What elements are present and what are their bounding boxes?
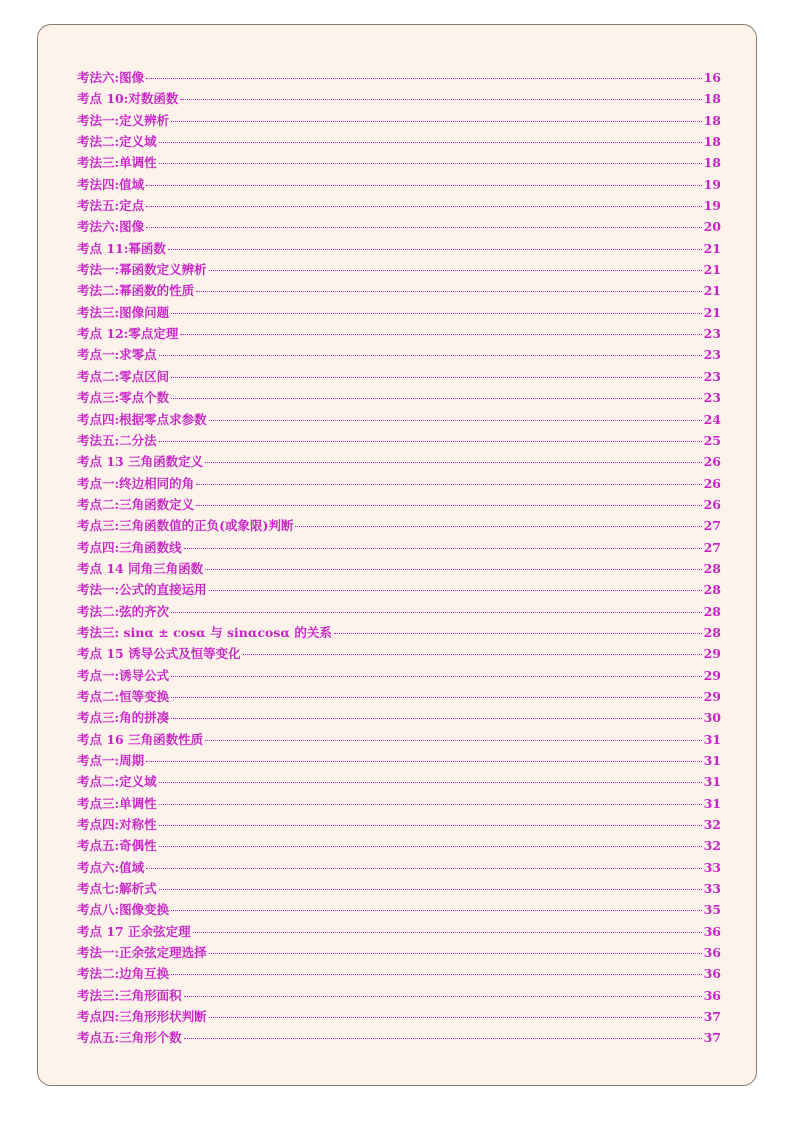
toc-entry[interactable] bbox=[77, 89, 721, 110]
toc-entry-title: 考点二:三角函数定义 bbox=[77, 496, 195, 512]
toc-entry-page-number: 32 bbox=[703, 838, 721, 854]
toc-dot-leader bbox=[159, 355, 702, 356]
toc-dot-leader bbox=[196, 505, 701, 506]
toc-dot-leader bbox=[171, 718, 701, 719]
toc-entry-page-number: 24 bbox=[703, 411, 721, 427]
toc-dot-leader bbox=[171, 697, 701, 698]
toc-entry[interactable] bbox=[77, 474, 721, 495]
toc-dot-leader bbox=[196, 291, 701, 292]
toc-entry-page-number: 18 bbox=[703, 155, 721, 171]
toc-entry-page-number: 33 bbox=[703, 859, 721, 875]
toc-dot-leader bbox=[146, 227, 701, 228]
toc-entry-title: 考点八:图像变换 bbox=[77, 902, 170, 918]
toc-entry-page-number: 37 bbox=[703, 1030, 721, 1046]
toc-entry[interactable] bbox=[77, 260, 721, 281]
toc-dot-leader bbox=[159, 846, 702, 847]
toc-dot-leader bbox=[146, 78, 701, 79]
toc-dot-leader bbox=[209, 953, 702, 954]
toc-dot-leader bbox=[171, 612, 701, 613]
toc-entry-page-number: 28 bbox=[703, 582, 721, 598]
toc-dot-leader bbox=[146, 868, 701, 869]
toc-dot-leader bbox=[171, 676, 701, 677]
toc-entry-page-number: 18 bbox=[703, 134, 721, 150]
toc-dot-leader bbox=[184, 996, 702, 997]
toc-entry[interactable] bbox=[77, 602, 721, 623]
toc-entry-title: 考点三:三角函数值的正负(或象限)判断 bbox=[77, 518, 294, 534]
toc-entry-page-number: 28 bbox=[703, 560, 721, 576]
toc-entry-page-number: 26 bbox=[703, 454, 721, 470]
toc-entry-page-number: 32 bbox=[703, 817, 721, 833]
table-of-contents bbox=[77, 68, 721, 1050]
toc-entry-title: 考法三: sinα ± cosα 与 sinαcosα 的关系 bbox=[77, 624, 332, 640]
toc-entry-page-number: 37 bbox=[703, 1009, 721, 1025]
toc-entry-page-number: 16 bbox=[703, 70, 721, 85]
toc-entry[interactable] bbox=[77, 964, 721, 985]
toc-entry-page-number: 33 bbox=[703, 881, 721, 897]
toc-entry[interactable] bbox=[77, 751, 721, 772]
toc-dot-leader bbox=[168, 249, 702, 250]
toc-entry-page-number: 18 bbox=[703, 91, 721, 107]
toc-entry-page-number: 28 bbox=[703, 624, 721, 640]
toc-dot-leader bbox=[171, 974, 701, 975]
toc-entry-page-number: 26 bbox=[703, 496, 721, 512]
toc-entry-title: 考点五:奇偶性 bbox=[77, 838, 157, 854]
toc-entry-page-number: 27 bbox=[703, 539, 721, 555]
toc-entry[interactable] bbox=[77, 324, 721, 345]
toc-entry[interactable] bbox=[77, 239, 721, 260]
toc-entry[interactable] bbox=[77, 794, 721, 815]
toc-entry-page-number: 23 bbox=[703, 326, 721, 342]
toc-entry-title: 考点六:值域 bbox=[77, 859, 145, 875]
toc-entry-page-number: 31 bbox=[703, 731, 721, 747]
toc-entry[interactable] bbox=[77, 986, 721, 1007]
toc-entry-page-number: 21 bbox=[703, 240, 721, 256]
toc-entry-title: 考点二:零点区间 bbox=[77, 368, 170, 384]
toc-entry[interactable] bbox=[77, 900, 721, 921]
toc-entry[interactable] bbox=[77, 281, 721, 302]
toc-dot-leader bbox=[295, 526, 701, 527]
toc-entry[interactable] bbox=[77, 708, 721, 729]
toc-entry[interactable] bbox=[77, 879, 721, 900]
toc-entry[interactable] bbox=[77, 410, 721, 431]
toc-dot-leader bbox=[209, 1017, 702, 1018]
toc-entry-page-number: 29 bbox=[703, 667, 721, 683]
toc-entry-title: 考法二:边角互换 bbox=[77, 966, 170, 982]
toc-entry-title: 考点二:定义域 bbox=[77, 774, 157, 790]
toc-entry[interactable] bbox=[77, 623, 721, 644]
toc-entry-title: 考法三:三角形面积 bbox=[77, 987, 182, 1003]
toc-entry[interactable] bbox=[77, 1028, 721, 1049]
toc-entry[interactable] bbox=[77, 559, 721, 580]
toc-entry[interactable] bbox=[77, 836, 721, 857]
toc-entry-page-number: 36 bbox=[703, 966, 721, 982]
toc-entry[interactable] bbox=[77, 217, 721, 238]
toc-entry-title: 考法一:幂函数定义辨析 bbox=[77, 262, 207, 278]
toc-entry-page-number: 23 bbox=[703, 390, 721, 406]
toc-dot-leader bbox=[184, 1038, 702, 1039]
toc-entry[interactable] bbox=[77, 666, 721, 687]
toc-dot-leader bbox=[159, 889, 702, 890]
toc-entry[interactable] bbox=[77, 687, 721, 708]
toc-entry-title: 考点四:三角形形状判断 bbox=[77, 1009, 207, 1025]
toc-entry-title: 考点五:三角形个数 bbox=[77, 1030, 182, 1046]
toc-entry-title: 考点 14 同角三角函数 bbox=[77, 560, 204, 576]
toc-entry-title: 考法一:公式的直接运用 bbox=[77, 582, 207, 598]
toc-entry-title: 考点 11:幂函数 bbox=[77, 240, 166, 256]
toc-dot-leader bbox=[159, 163, 702, 164]
toc-entry-title: 考法二:弦的齐次 bbox=[77, 603, 170, 619]
toc-entry-page-number: 18 bbox=[703, 112, 721, 128]
toc-entry[interactable] bbox=[77, 303, 721, 324]
toc-entry[interactable] bbox=[77, 111, 721, 132]
toc-entry-page-number: 21 bbox=[703, 283, 721, 299]
toc-entry-page-number: 31 bbox=[703, 753, 721, 768]
toc-dot-leader bbox=[180, 334, 701, 335]
toc-entry[interactable] bbox=[77, 196, 721, 217]
toc-entry-title: 考法二:定义域 bbox=[77, 134, 157, 150]
toc-entry-page-number: 29 bbox=[703, 646, 721, 662]
toc-dot-leader bbox=[209, 590, 702, 591]
toc-entry[interactable] bbox=[77, 388, 721, 409]
toc-entry-title: 考法五:定点 bbox=[77, 198, 145, 214]
toc-entry-title: 考点四:三角函数线 bbox=[77, 539, 182, 555]
toc-entry-title: 考点三:单调性 bbox=[77, 795, 157, 811]
toc-dot-leader bbox=[159, 782, 702, 783]
toc-entry[interactable] bbox=[77, 1007, 721, 1028]
toc-entry-page-number: 31 bbox=[703, 774, 721, 790]
toc-entry-title: 考点 15 诱导公式及恒等变化 bbox=[77, 646, 241, 662]
toc-entry[interactable] bbox=[77, 367, 721, 388]
toc-entry-title: 考点 10:对数函数 bbox=[77, 91, 179, 107]
toc-dot-leader bbox=[171, 910, 701, 911]
toc-entry-page-number: 23 bbox=[703, 347, 721, 363]
toc-entry-page-number: 36 bbox=[703, 945, 721, 961]
toc-entry-page-number: 19 bbox=[703, 176, 721, 192]
toc-entry[interactable] bbox=[77, 452, 721, 473]
toc-dot-leader bbox=[159, 804, 702, 805]
toc-entry[interactable] bbox=[77, 922, 721, 943]
toc-entry-title: 考点四:根据零点求参数 bbox=[77, 411, 207, 427]
toc-entry-title: 考点 13 三角函数定义 bbox=[77, 454, 204, 470]
toc-entry-title: 考点一:终边相同的角 bbox=[77, 475, 195, 491]
toc-entry-title: 考点一:诱导公式 bbox=[77, 667, 170, 683]
toc-entry-title: 考法二:幂函数的性质 bbox=[77, 283, 195, 299]
toc-entry-title: 考点 17 正余弦定理 bbox=[77, 923, 191, 939]
toc-entry-title: 考点一:求零点 bbox=[77, 347, 157, 363]
toc-entry[interactable] bbox=[77, 943, 721, 964]
toc-dot-leader bbox=[209, 270, 702, 271]
toc-entry[interactable] bbox=[77, 730, 721, 751]
toc-entry-title: 考点 16 三角函数性质 bbox=[77, 731, 204, 747]
toc-entry[interactable] bbox=[77, 815, 721, 836]
toc-dot-leader bbox=[243, 654, 702, 655]
toc-entry-title: 考法六:图像 bbox=[77, 70, 145, 85]
toc-card bbox=[37, 24, 757, 1086]
toc-entry-page-number: 20 bbox=[703, 219, 721, 235]
toc-dot-leader bbox=[180, 99, 701, 100]
toc-entry[interactable] bbox=[77, 68, 721, 89]
toc-entry-page-number: 26 bbox=[703, 475, 721, 491]
toc-entry-page-number: 31 bbox=[703, 795, 721, 811]
toc-entry-page-number: 21 bbox=[703, 304, 721, 320]
toc-entry-title: 考法一:正余弦定理选择 bbox=[77, 945, 207, 961]
toc-entry-title: 考点一:周期 bbox=[77, 753, 145, 768]
toc-dot-leader bbox=[159, 825, 702, 826]
toc-entry-title: 考法三:图像问题 bbox=[77, 304, 170, 320]
toc-dot-leader bbox=[171, 121, 701, 122]
toc-entry-page-number: 29 bbox=[703, 688, 721, 704]
toc-entry[interactable] bbox=[77, 516, 721, 537]
toc-entry[interactable] bbox=[77, 175, 721, 196]
toc-entry[interactable] bbox=[77, 431, 721, 452]
toc-entry-title: 考点四:对称性 bbox=[77, 817, 157, 833]
toc-entry-page-number: 23 bbox=[703, 368, 721, 384]
toc-entry-title: 考点 12:零点定理 bbox=[77, 326, 179, 342]
toc-dot-leader bbox=[146, 761, 701, 762]
toc-dot-leader bbox=[184, 548, 702, 549]
toc-entry-title: 考法五:二分法 bbox=[77, 432, 157, 448]
toc-dot-leader bbox=[334, 633, 702, 634]
toc-entry-page-number: 28 bbox=[703, 603, 721, 619]
toc-entry[interactable] bbox=[77, 132, 721, 153]
toc-entry[interactable] bbox=[77, 644, 721, 665]
toc-entry-page-number: 19 bbox=[703, 198, 721, 214]
toc-entry-title: 考点三:角的拼凑 bbox=[77, 710, 170, 726]
toc-dot-leader bbox=[205, 740, 701, 741]
toc-entry-title: 考点三:零点个数 bbox=[77, 390, 170, 406]
toc-entry-title: 考法一:定义辨析 bbox=[77, 112, 170, 128]
toc-entry[interactable] bbox=[77, 153, 721, 174]
toc-dot-leader bbox=[205, 462, 701, 463]
toc-entry[interactable] bbox=[77, 772, 721, 793]
toc-entry[interactable] bbox=[77, 538, 721, 559]
toc-dot-leader bbox=[146, 185, 701, 186]
toc-entry-title: 考法四:值域 bbox=[77, 176, 145, 192]
toc-entry-page-number: 27 bbox=[703, 518, 721, 534]
toc-entry[interactable] bbox=[77, 580, 721, 601]
toc-entry-page-number: 36 bbox=[703, 923, 721, 939]
toc-dot-leader bbox=[171, 377, 701, 378]
toc-entry-page-number: 35 bbox=[703, 902, 721, 918]
toc-dot-leader bbox=[205, 569, 701, 570]
toc-dot-leader bbox=[146, 206, 701, 207]
toc-entry[interactable] bbox=[77, 345, 721, 366]
toc-entry-title: 考法六:图像 bbox=[77, 219, 145, 235]
toc-dot-leader bbox=[209, 420, 702, 421]
toc-dot-leader bbox=[171, 398, 701, 399]
toc-entry-page-number: 30 bbox=[703, 710, 721, 726]
toc-entry-title: 考法三:单调性 bbox=[77, 155, 157, 171]
toc-entry-title: 考点七:解析式 bbox=[77, 881, 157, 897]
toc-dot-leader bbox=[193, 932, 702, 933]
toc-entry[interactable] bbox=[77, 858, 721, 879]
toc-dot-leader bbox=[171, 313, 701, 314]
toc-entry-page-number: 25 bbox=[703, 432, 721, 448]
toc-entry-page-number: 36 bbox=[703, 987, 721, 1003]
toc-entry-title: 考点二:恒等变换 bbox=[77, 688, 170, 704]
toc-dot-leader bbox=[196, 484, 701, 485]
toc-dot-leader bbox=[159, 441, 702, 442]
toc-entry-page-number: 21 bbox=[703, 262, 721, 278]
toc-dot-leader bbox=[159, 142, 702, 143]
toc-entry[interactable] bbox=[77, 495, 721, 516]
